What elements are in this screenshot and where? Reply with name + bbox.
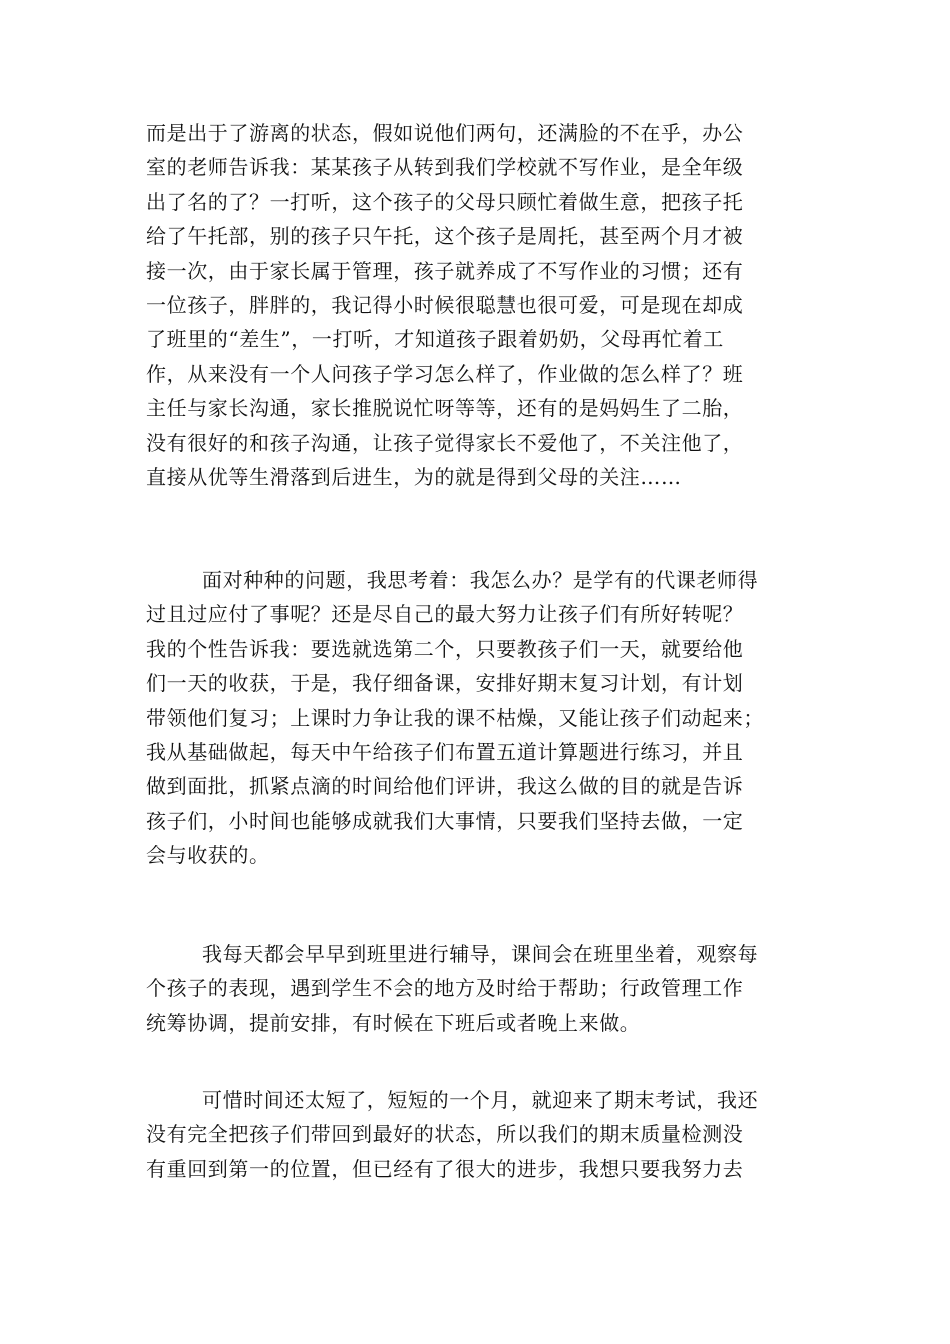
text-line: 作，从来没有一个人问孩子学习怎么样了，作业做的怎么样了？班: [146, 361, 744, 386]
text-line: 有重回到第一的位置，但已经有了很大的进步，我想只要我努力去: [146, 1156, 744, 1181]
text-line: 了班里的“差生”，一打听，才知道孩子跟着奶奶，父母再忙着工: [146, 327, 724, 352]
text-line: 过且过应付了事呢？还是尽自己的最大努力让孩子们有所好转呢？: [146, 602, 744, 627]
paragraph-4: [146, 1083, 806, 1186]
text-line: 会与收获的。: [146, 843, 270, 868]
text-line: 室的老师告诉我：某某孩子从转到我们学校就不写作业，是全年级: [146, 155, 744, 180]
text-line: 可惜时间还太短了，短短的一个月，就迎来了期末考试，我还: [202, 1088, 759, 1112]
text-line: 孩子们，小时间也能够成就我们大事情，只要我们坚持去做，一定: [146, 808, 744, 833]
text-line: 出了名的了？一打听，这个孩子的父母只顾忙着做生意，把孩子托: [146, 189, 744, 214]
paragraph-1: [146, 116, 806, 494]
text-line: 一位孩子，胖胖的，我记得小时候很聪慧也很可爱，可是现在却成: [146, 292, 744, 317]
text-line: 而是出于了游离的状态，假如说他们两句，还满脸的不在乎，办公: [146, 121, 744, 145]
paragraph-3: [146, 937, 806, 1040]
text-line: 我每天都会早早到班里进行辅导，课间会在班里坐着，观察每: [202, 942, 759, 966]
text-line: 直接从优等生滑落到后进生，为的就是得到父母的关注……: [146, 464, 682, 489]
text-line: 我的个性告诉我：要选就选第二个，只要教孩子们一天，就要给他: [146, 636, 744, 661]
text-line: 没有完全把孩子们带回到最好的状态，所以我们的期末质量检测没: [146, 1122, 744, 1147]
text-line: 接一次，由于家长属于管理，孩子就养成了不写作业的习惯；还有: [146, 258, 744, 283]
text-line: 我从基础做起，每天中午给孩子们布置五道计算题进行练习，并且: [146, 739, 744, 764]
text-line: 统筹协调，提前安排，有时候在下班后或者晚上来做。: [146, 1010, 641, 1035]
text-line: 个孩子的表现，遇到学生不会的地方及时给于帮助；行政管理工作: [146, 976, 744, 1001]
paragraph-2: [146, 563, 806, 873]
text-line: 做到面批，抓紧点滴的时间给他们评讲，我这么做的目的就是告诉: [146, 774, 744, 799]
text-line: 面对种种的问题，我思考着：我怎么办？是学有的代课老师得: [202, 568, 759, 592]
text-line: 主任与家长沟通，家长推脱说忙呀等等，还有的是妈妈生了二胎，: [146, 396, 744, 421]
text-line: 没有很好的和孩子沟通，让孩子觉得家长不爱他了，不关注他了，: [146, 430, 744, 455]
text-line: 们一天的收获，于是，我仔细备课，安排好期末复习计划，有计划: [146, 671, 744, 696]
text-line: 带领他们复习；上课时力争让我的课不枯燥，又能让孩子们动起来；: [146, 705, 764, 730]
text-line: 给了午托部，别的孩子只午托，这个孩子是周托，甚至两个月才被: [146, 224, 744, 249]
